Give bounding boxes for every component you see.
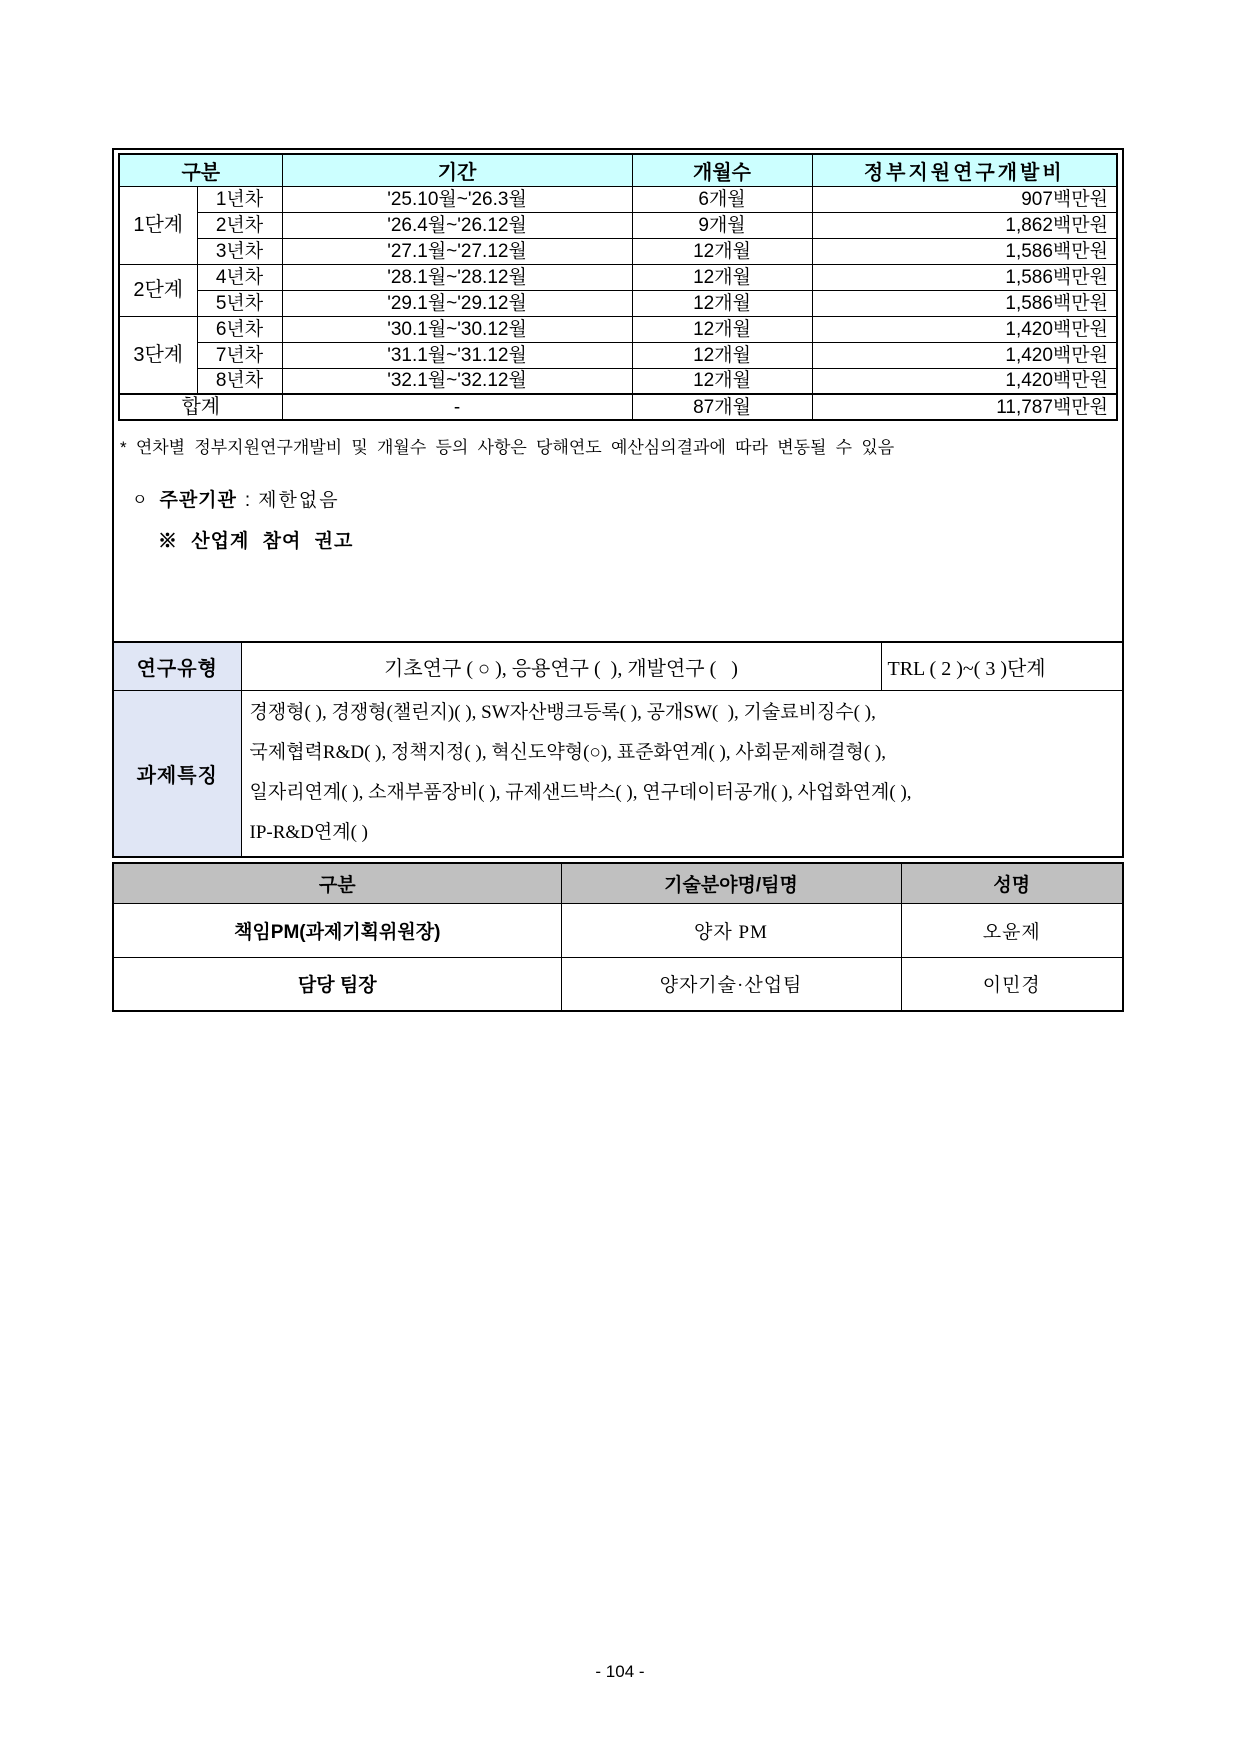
footnote: * 연차별 정부지원연구개발비 및 개월수 등의 사항은 당해연도 예산심의결과에 따라 변동될 수 있음 — [120, 438, 895, 457]
budget-cell: 11,787백만원 — [812, 394, 1117, 420]
pm-row-category: 책임PM(과제기획위원장) — [113, 903, 561, 957]
page-number: - 104 - — [595, 1662, 645, 1681]
budget-cell: 907백만원 — [812, 186, 1117, 212]
pm-header-field: 기술분야명/팀명 — [561, 863, 901, 903]
table-row — [119, 186, 1117, 212]
task-features-label: 과제특징 — [113, 690, 241, 857]
months-cell: 87개월 — [632, 394, 812, 420]
stage-cell: 1단계 — [119, 186, 197, 264]
period-cell: '29.1월~'29.12월 — [282, 290, 632, 316]
pm-header-category: 구분 — [113, 863, 561, 903]
schedule-header-months: 개월수 — [632, 154, 812, 186]
period-cell: '28.1월~'28.12월 — [282, 264, 632, 290]
table-row — [119, 238, 1117, 264]
year-cell: 6년차 — [197, 316, 282, 342]
months-cell: 12개월 — [632, 264, 812, 290]
schedule-table — [118, 153, 1118, 421]
pm-row-field: 양자 PM — [561, 903, 901, 957]
pm-row-field: 양자기술·산업팀 — [561, 957, 901, 1011]
pm-header-name: 성명 — [901, 863, 1123, 903]
pm-header-row — [113, 863, 1123, 903]
period-cell: '25.10월~'26.3월 — [282, 186, 632, 212]
year-cell: 1년차 — [197, 186, 282, 212]
research-type-value: 기초연구 ( ○ ), 응용연구 ( ), 개발연구 ( ) — [241, 642, 881, 690]
task-features-line: 국제협력R&D( ), 정책지정( ), 혁신도약형(○), 표준화연계( ), 사회문제해결형( ), — [249, 742, 887, 764]
months-cell: 12개월 — [632, 316, 812, 342]
table-row — [119, 264, 1117, 290]
schedule-section — [112, 148, 1124, 643]
table-row — [119, 290, 1117, 316]
pm-row-name: 오윤제 — [901, 903, 1123, 957]
task-features-content — [241, 690, 1123, 857]
year-cell: 5년차 — [197, 290, 282, 316]
year-cell: 7년차 — [197, 342, 282, 368]
schedule-header-period: 기간 — [282, 154, 632, 186]
budget-cell: 1,420백만원 — [812, 342, 1117, 368]
total-row — [119, 394, 1117, 420]
schedule-header-category: 구분 — [119, 154, 282, 186]
table-row — [119, 342, 1117, 368]
table-row — [113, 957, 1123, 1011]
months-cell: 9개월 — [632, 212, 812, 238]
table-row — [119, 212, 1117, 238]
task-features-line: IP-R&D연계( ) — [249, 822, 369, 844]
total-label-cell: 합계 — [119, 394, 282, 420]
research-type-table — [112, 641, 1124, 858]
budget-cell: 1,586백만원 — [812, 264, 1117, 290]
budget-cell: 1,586백만원 — [812, 238, 1117, 264]
pm-row-name: 이민경 — [901, 957, 1123, 1011]
period-cell: - — [282, 394, 632, 420]
year-cell: 2년차 — [197, 212, 282, 238]
months-cell: 12개월 — [632, 290, 812, 316]
months-cell: 12개월 — [632, 238, 812, 264]
months-cell: 12개월 — [632, 342, 812, 368]
task-features-line: 경쟁형( ), 경쟁형(챌린지)( ), SW자산뱅크등록( ), 공개SW( ), 기술료비징수( ), — [249, 702, 876, 724]
task-features-line: 일자리연계( ), 소재부품장비( ), 규제샌드박스( ), 연구데이터공개( ), 사업화연계( ), — [249, 782, 912, 804]
schedule-header-budget: 정부지원연구개발비 — [812, 154, 1117, 186]
period-cell: '26.4월~'26.12월 — [282, 212, 632, 238]
year-cell: 8년차 — [197, 368, 282, 394]
year-cell: 3년차 — [197, 238, 282, 264]
table-row — [119, 368, 1117, 394]
period-cell: '32.1월~'32.12월 — [282, 368, 632, 394]
host-org-value: 제한없음 — [258, 490, 340, 512]
host-org-label: 주관기관 — [159, 490, 237, 512]
period-cell: '27.1월~'27.12월 — [282, 238, 632, 264]
period-cell: '30.1월~'30.12월 — [282, 316, 632, 342]
months-cell: 12개월 — [632, 368, 812, 394]
research-type-label: 연구유형 — [113, 642, 241, 690]
pm-table — [112, 862, 1124, 1012]
budget-cell: 1,420백만원 — [812, 368, 1117, 394]
budget-cell: 1,420백만원 — [812, 316, 1117, 342]
schedule-header-row — [119, 154, 1117, 186]
host-org-line — [132, 485, 1118, 512]
research-type-row — [113, 642, 1123, 690]
months-cell: 6개월 — [632, 186, 812, 212]
year-cell: 4년차 — [197, 264, 282, 290]
industry-note: ※ 산업계 참여 권고 — [158, 531, 354, 553]
budget-cell: 1,586백만원 — [812, 290, 1117, 316]
content-block — [112, 148, 1124, 1012]
host-org-separator: : — [244, 490, 251, 512]
stage-cell: 3단계 — [119, 316, 197, 394]
period-cell: '31.1월~'31.12월 — [282, 342, 632, 368]
task-features-row — [113, 690, 1123, 857]
table-row — [119, 316, 1117, 342]
stage-cell: 2단계 — [119, 264, 197, 316]
budget-cell: 1,862백만원 — [812, 212, 1117, 238]
table-row — [113, 903, 1123, 957]
pm-row-category: 담당 팀장 — [113, 957, 561, 1011]
circle-bullet: ㅇ — [132, 492, 148, 510]
trl-cell: TRL ( 2 )~( 3 )단계 — [881, 642, 1123, 690]
